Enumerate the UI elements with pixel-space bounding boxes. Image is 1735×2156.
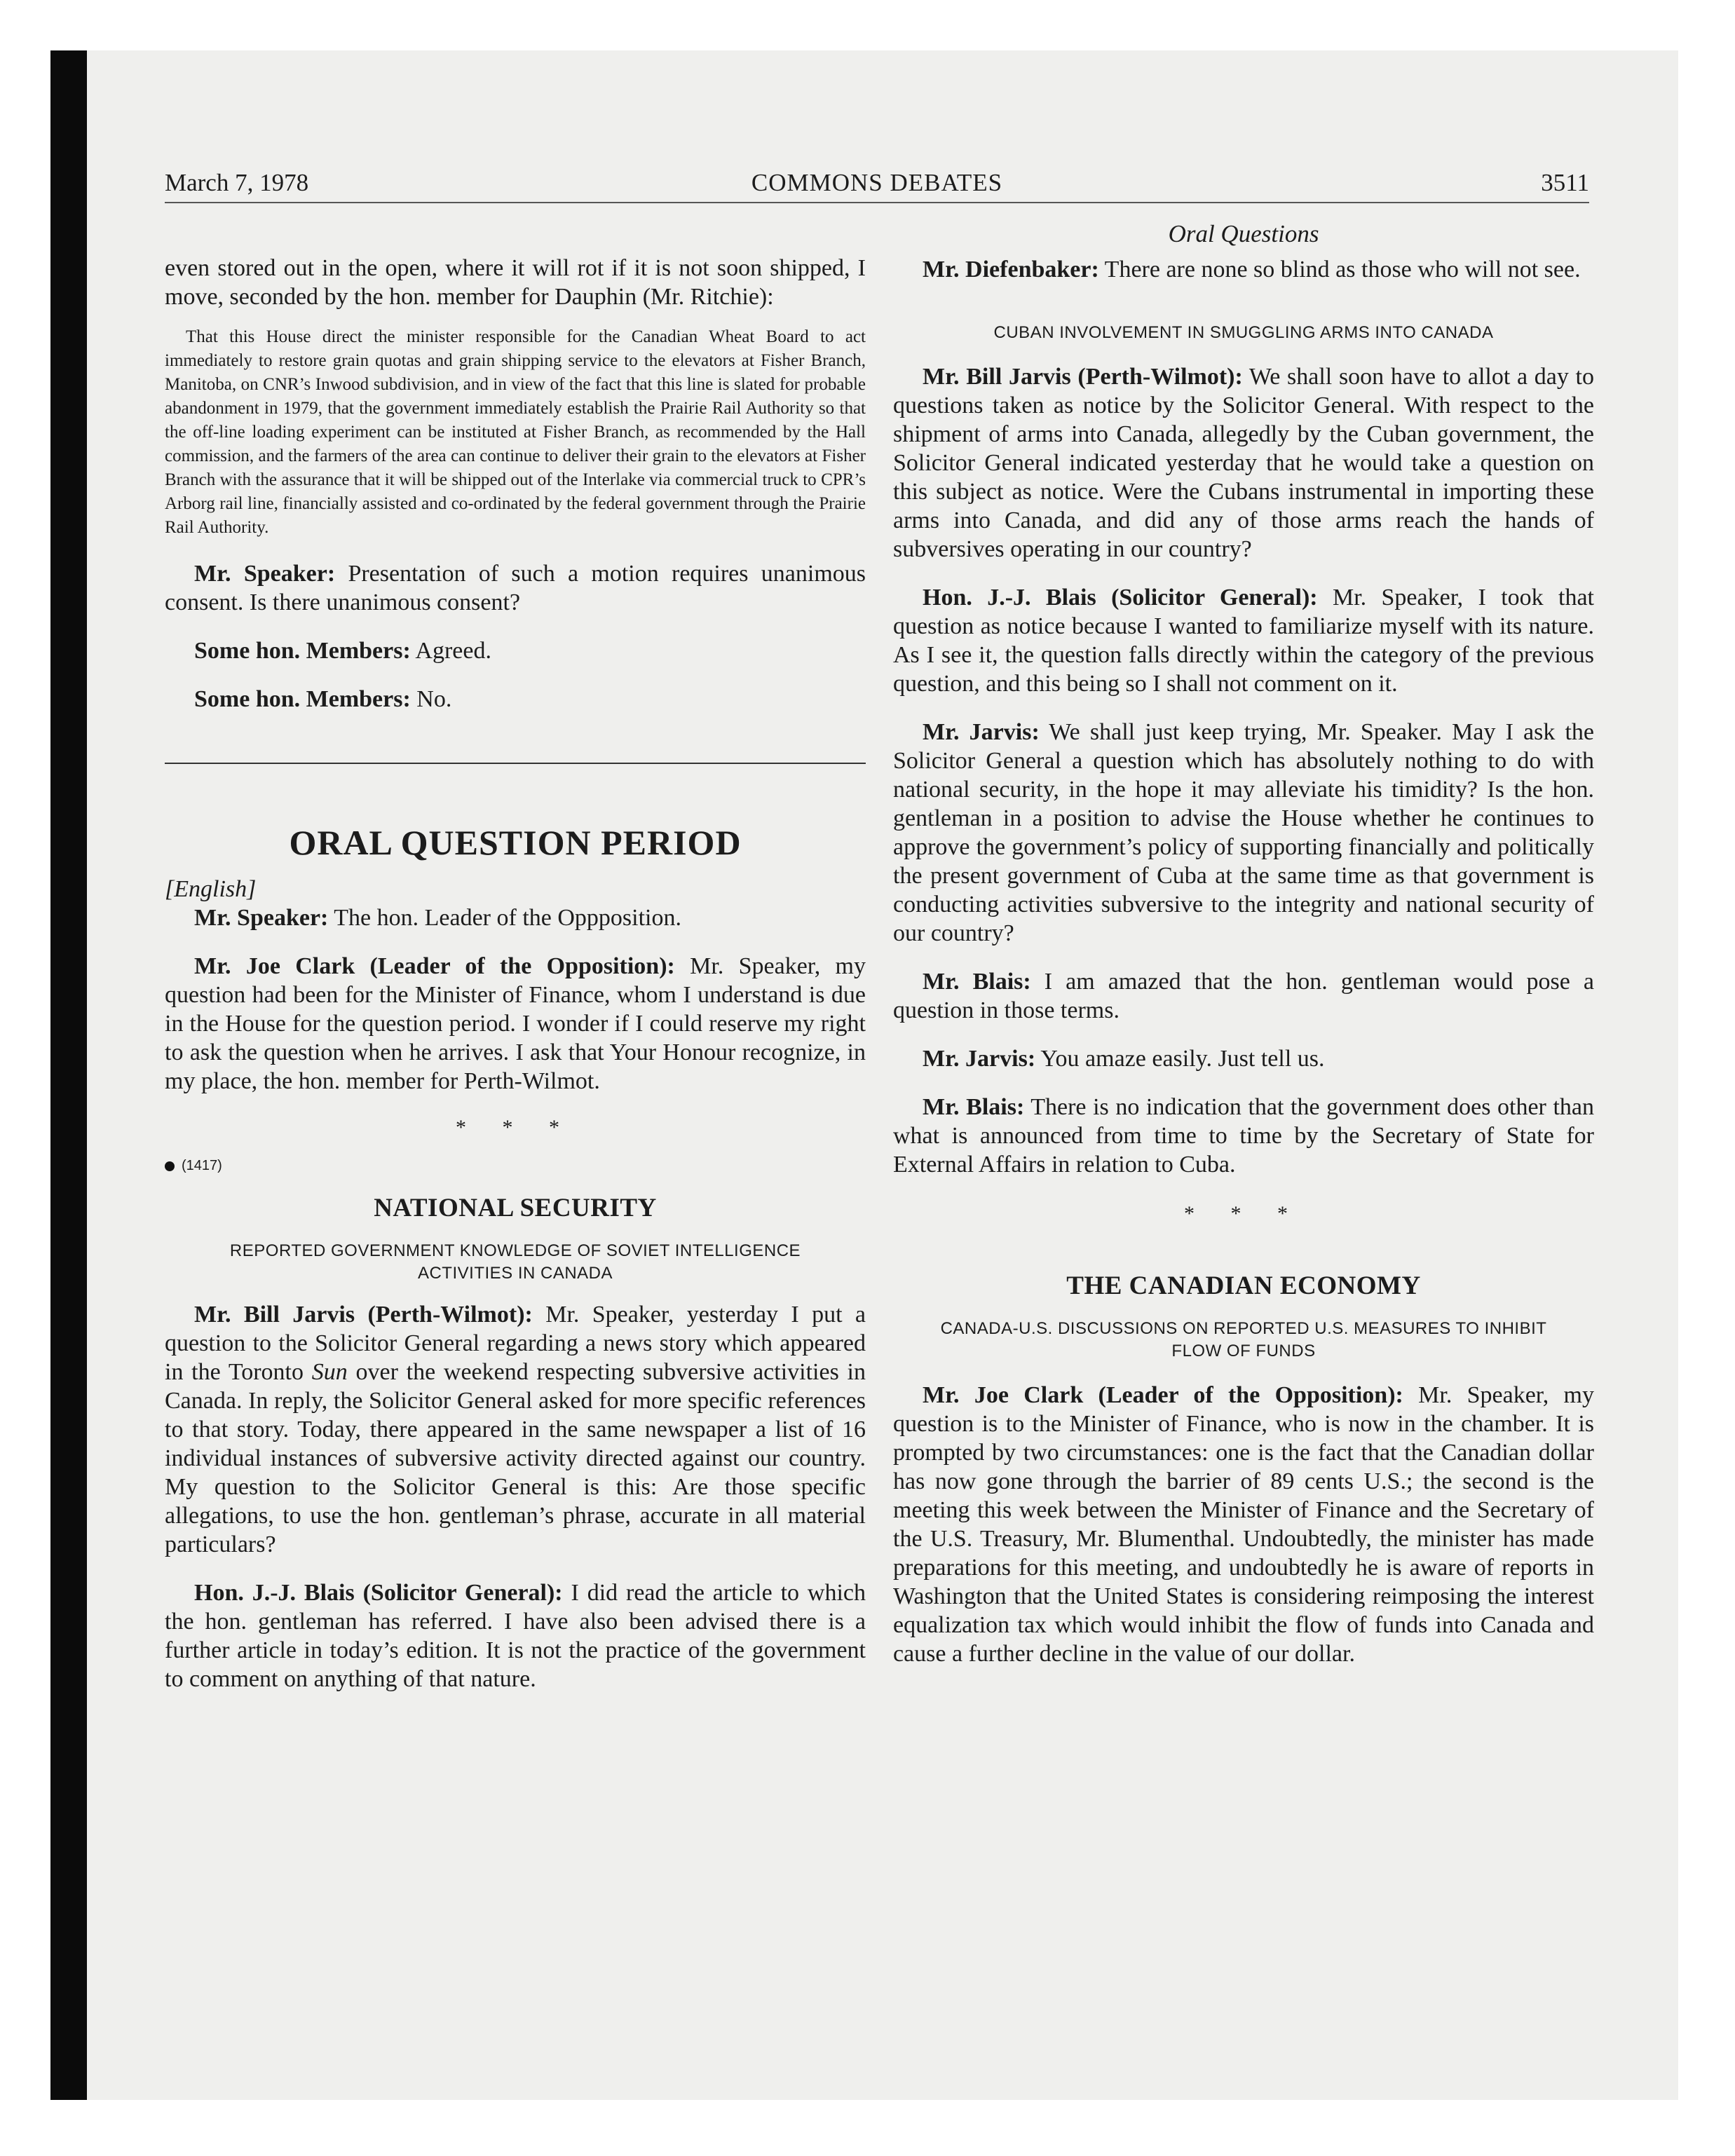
scan-margin bbox=[0, 0, 1735, 50]
header-date: March 7, 1978 bbox=[165, 169, 309, 196]
subtopic-heading: CANADA-U.S. DISCUSSIONS ON REPORTED U.S. MEASURES TO INHIBIT FLOW OF FUNDS bbox=[940, 1319, 1547, 1360]
speech-text: Mr. Speaker, I took that question as notice because I wanted to familiarize myself with its nature. As I see it, the question falls directly within the category of the previous question, and this being so I shall not comment on it. bbox=[893, 585, 1594, 697]
speaker-name: Mr. Joe Clark (Leader of the Opposition): bbox=[923, 1382, 1403, 1408]
speech-paragraph bbox=[893, 1381, 1594, 1668]
section-title: ORAL QUESTION PERIOD bbox=[289, 823, 742, 862]
speech-paragraph bbox=[165, 1300, 866, 1559]
time-marker-text: (1417) bbox=[182, 1158, 222, 1173]
subtopic-heading: REPORTED GOVERNMENT KNOWLEDGE OF SOVIET INTELLIGENCE ACTIVITIES IN CANADA bbox=[229, 1241, 801, 1283]
speech-paragraph bbox=[893, 1044, 1594, 1073]
speech-paragraph bbox=[893, 362, 1594, 564]
speaker-name: Hon. J.-J. Blais (Solicitor General): bbox=[923, 585, 1318, 610]
page-header bbox=[165, 167, 1589, 199]
section-rule bbox=[165, 763, 866, 764]
speech-paragraph bbox=[165, 1578, 866, 1693]
speech-text: I did read the article to which the hon. gentleman has referred. I have also been advised there is a further article in today’s edition. It is not the practice of the government to comment on anything of that nature. bbox=[165, 1580, 866, 1692]
speech-paragraph bbox=[893, 1093, 1594, 1179]
speech-paragraph bbox=[893, 255, 1594, 284]
speaker-name: Mr. Joe Clark (Leader of the Opposition): bbox=[194, 953, 675, 979]
speech-paragraph bbox=[165, 685, 866, 714]
header-title: COMMONS DEBATES bbox=[751, 169, 1003, 196]
speech-paragraph bbox=[165, 559, 866, 617]
speech-text: Mr. Speaker, yesterday I put a question to the Solicitor General regarding a news story which appeared in the Toronto bbox=[165, 1302, 866, 1385]
speaker-name: Mr. Diefenbaker: bbox=[923, 257, 1099, 282]
bullet-icon bbox=[165, 1161, 175, 1171]
speaker-name: Mr. Jarvis: bbox=[923, 1046, 1036, 1072]
speaker-name: Some hon. Members: bbox=[194, 638, 411, 664]
speaker-name: Mr. Bill Jarvis (Perth-Wilmot): bbox=[194, 1302, 533, 1328]
right-column bbox=[893, 219, 1594, 1668]
binding-edge bbox=[50, 50, 87, 2100]
speech-paragraph bbox=[165, 903, 866, 932]
speech-text: You amaze easily. Just tell us. bbox=[1035, 1046, 1325, 1072]
speaker-name: Some hon. Members: bbox=[194, 686, 411, 712]
section-separator: * * * bbox=[456, 1116, 575, 1139]
speaker-name: Mr. Blais: bbox=[923, 969, 1031, 995]
speaker-name: Mr. Blais: bbox=[923, 1094, 1025, 1120]
section-separator: * * * bbox=[1184, 1202, 1303, 1225]
left-column bbox=[165, 219, 866, 1693]
speech-paragraph bbox=[165, 636, 866, 665]
speech-text: Presentation of such a motion requires unanimous consent. Is there unanimous consent? bbox=[165, 561, 866, 615]
speaker-name: Mr. Jarvis: bbox=[923, 719, 1040, 745]
speaker-name: Mr. Bill Jarvis (Perth-Wilmot): bbox=[923, 364, 1243, 390]
speech-text: There are none so blind as those who will not see. bbox=[1098, 257, 1581, 282]
speech-text: over the weekend respecting subversive activities in Canada. In reply, the Solicitor General asked for more specific references to that story. Today, there appeared in the same newspaper a list of 16 individual instances of subversive activity directed against our country. My question to the Solicitor General is this: Are those specific allegations, to use the hon. gentleman’s phrase, accurate in all material particulars? bbox=[165, 1359, 866, 1557]
speech-text: We shall just keep trying, Mr. Speaker. May I ask the Solicitor General a question which has absolutely nothing to do with national security, in the hope it may alleviate his timidity? Is the hon. gentleman in a position to advise the House whether he continues to approve the government’s policy of supporting financially and politically the present government of Cuba at the same time as that government is conducting activities subversive to the integrity and national security of our country? bbox=[893, 719, 1595, 946]
newspaper-name: Sun bbox=[311, 1359, 348, 1385]
topic-heading: NATIONAL SECURITY bbox=[374, 1194, 657, 1222]
speaker-name: Mr. Speaker: bbox=[194, 561, 336, 587]
speech-text: Mr. Speaker, my question is to the Minister of Finance, who is now in the chamber. It is prompted by two circumstances: one is the fact that the Canadian dollar has now gone through the barrier of 89 cents U.S.; the second is the meeting this week between the Minister of Finance and the Secretary of the U.S. Treasury, Mr. Blumenthal. Undoubtedly, the minister has made preparations for this meeting, and undoubtedly he is aware of reports in Washington that the United States is considering reimposing the interest equalization tax which would inhibit the flow of funds into Canada and cause a further decline in the value of our dollar. bbox=[893, 1382, 1594, 1667]
speech-text: Mr. Speaker, my question had been for the Minister of Finance, whom I understand is due in the House for the question period. I wonder if I could reserve my right to ask the question when he arrives. I ask that Your Honour recognize, in my place, the hon. member for Perth-Wilmot. bbox=[165, 953, 866, 1094]
speech-text: Agreed. bbox=[410, 638, 491, 664]
speech-text: No. bbox=[410, 686, 452, 712]
topic-heading: THE CANADIAN ECONOMY bbox=[1066, 1271, 1421, 1300]
speech-paragraph bbox=[893, 583, 1594, 698]
speech-paragraph bbox=[893, 718, 1594, 948]
speech-text: The hon. Leader of the Oppposition. bbox=[328, 905, 681, 931]
speech-paragraph bbox=[893, 967, 1594, 1025]
opening-paragraph: even stored out in the open, where it will rot if it is not soon shipped, I move, seconded by the hon. member for Dauphin (Mr. Ritchie): bbox=[165, 255, 866, 310]
speaker-name: Hon. J.-J. Blais (Solicitor General): bbox=[194, 1580, 563, 1606]
speech-text: I am amazed that the hon. gentleman would pose a question in those terms. bbox=[893, 969, 1595, 1023]
speaker-name: Mr. Speaker: bbox=[194, 905, 329, 931]
subtopic-heading: CUBAN INVOLVEMENT IN SMUGGLING ARMS INTO CANADA bbox=[993, 323, 1494, 342]
header-page-number: 3511 bbox=[1541, 169, 1589, 196]
language-marker: [English] bbox=[165, 876, 257, 902]
motion-text: That this House direct the minister responsible for the Canadian Wheat Board to act immediately to restore grain quotas and grain shipping service to the elevators at Fisher Branch, Manitoba, on CNR’s Inwood subdivision, and in view of the fact that this line is slated for probable abandonment in 1979, that the government immediately establish the Prairie Rail Authority so that the off-line loading experiment can be instituted at Fisher Branch, as recommended by the Hall commission, and the farmers of the area can continue to deliver their grain to the elevators at Fisher Branch with the assurance that it will be shipped out of the Interlake via commercial truck to CPR’s Arborg rail line, financially assisted and co-ordinated by the federal government through the Prairie Rail Authority. bbox=[165, 327, 866, 537]
speech-paragraph bbox=[165, 952, 866, 1096]
running-head: Oral Questions bbox=[1168, 220, 1319, 247]
speech-text: We shall soon have to allot a day to questions taken as notice by the Solicitor General. With respect to the shipment of arms into Canada, allegedly by the Cuban government, the Solicitor General indicated yesterday that he would take a question on this subject as notice. Were the Cubans instrumental in importing these arms into Canada, and did any of those arms reach the hands of subversives operating in our country? bbox=[893, 364, 1594, 562]
speech-text: There is no indication that the government does other than what is announced from time to time by the Secretary of State for External Affairs in relation to Cuba. bbox=[893, 1094, 1594, 1178]
time-marker bbox=[165, 1152, 866, 1180]
header-rule bbox=[165, 202, 1589, 203]
